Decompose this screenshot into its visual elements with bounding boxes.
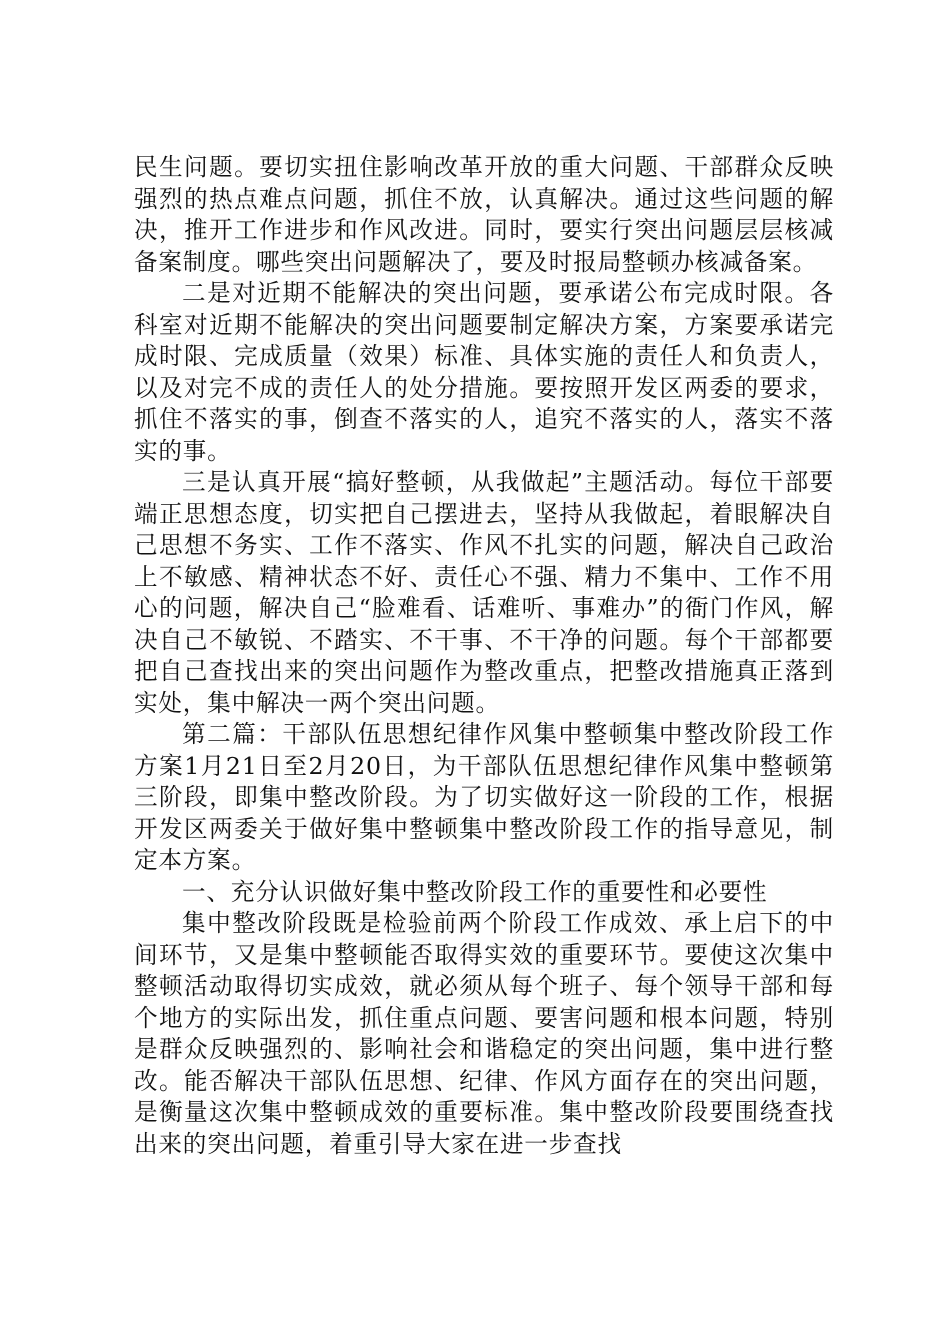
paragraph-section-body: 集中整改阶段既是检验前两个阶段工作成效、承上启下的中间环节，又是集中整顿能否取得实效的重要环节。要使这次集中整顿活动取得切实成效，就必须从每个班子、每个领导干部和每个地方的实际出发，抓住重点问题、要害问题和根本问题，特别是群众反映强烈的、影响社会和谐稳定的突出问题，集中进行整改。能否解决干部队伍思想、纪律、作风方面存在的突出问题，是衡量这次集中整顿成效的重要标准。集中整改阶段要围绕查找出来的突出问题，着重引导大家在进一步查找: [134, 909, 834, 1158]
document-body: [134, 152, 834, 1160]
paragraph-item-three: 三是认真开展“搞好整顿，从我做起”主题活动。每位干部要端正思想态度，切实把自己摆进去，坚持从我做起，着眼解决自己思想不务实、工作不落实、作风不扎实的问题，解决自己政治上不敏感、精神状态不好、责任心不强、精力不集中、工作不用心的问题，解决自己“脸难看、话难听、事难办”的衙门作风，解决自己不敏锐、不踏实、不干事、不干净的问题。每个干部都要把自己查找出来的突出问题作为整改重点，把整改措施真正落到实处，集中解决一两个突出问题。: [134, 468, 834, 717]
paragraph-part-two-intro: 第二篇：干部队伍思想纪律作风集中整顿集中整改阶段工作方案1月21日至2月20日，为干部队伍思想纪律作风集中整顿第三阶段，即集中整改阶段。为了切实做好这一阶段的工作，根据开发区两委关于做好集中整顿集中整改阶段工作的指导意见，制定本方案。: [134, 720, 834, 874]
paragraph-item-two: 二是对近期不能解决的突出问题，要承诺公布完成时限。各科室对近期不能解决的突出问题要制定解决方案，方案要承诺完成时限、完成质量（效果）标准、具体实施的责任人和负责人，以及对完不成的责任人的处分措施。要按照开发区两委的要求，抓住不落实的事，倒查不落实的人，追究不落实的人，落实不落实的事。: [134, 279, 834, 465]
section-heading: 一、充分认识做好集中整改阶段工作的重要性和必要性: [182, 877, 768, 906]
paragraph-continued: 民生问题。要切实扭住影响改革开放的重大问题、干部群众反映强烈的热点难点问题，抓住不放，认真解决。通过这些问题的解决，推开工作进步和作风改进。同时，要实行突出问题层层核减备案制度。哪些突出问题解决了，要及时报局整顿办核减备案。: [134, 153, 834, 276]
